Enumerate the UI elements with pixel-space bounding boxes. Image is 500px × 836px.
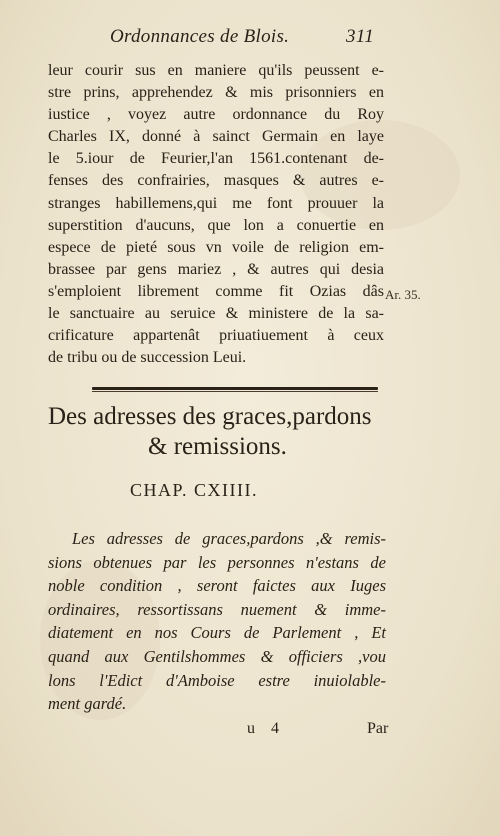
body-line: brassee par gens mariez , & autres qui desia xyxy=(48,260,384,278)
body-line: superstition d'aucuns, que lon a conuertie en xyxy=(48,216,384,234)
article-line: quand aux Gentilshommes & officiers ,vou xyxy=(48,646,386,666)
running-title: Ordonnances de Blois. xyxy=(110,26,290,47)
body-line: Charles IX, donné à sainct Germain en laye xyxy=(48,128,384,146)
body-line: crificature appartenât priuatiuement à ceux xyxy=(48,327,384,345)
body-line: leur courir sus en maniere qu'ils peussent e- xyxy=(48,62,384,79)
body-line: iustice , voyez autre ordonnance du Roy xyxy=(48,106,384,124)
margin-note: Ar. 35. xyxy=(385,287,421,302)
catchword: Par xyxy=(367,720,389,737)
body-paragraph xyxy=(48,60,384,369)
article-line: noble condition , seront faictes aux Iuges xyxy=(48,576,386,596)
body-line: le sanctuaire au seruice & ministere de la sa- xyxy=(48,305,384,323)
article-line: ment gardé. xyxy=(48,694,127,714)
section-title-line: Des adresses des graces,pardons xyxy=(48,403,372,430)
signature-mark: u 4 xyxy=(247,720,285,737)
page-number: 311 xyxy=(346,26,374,47)
article-line: Les adresses de graces,pardons ,& remis- xyxy=(72,529,386,548)
body-line: fenses des confrairies, masques & autres e- xyxy=(48,172,384,190)
section-title xyxy=(48,402,388,462)
article-line: diatement en nos Cours de Parlement , Et xyxy=(48,623,386,643)
section-title-line: & remissions. xyxy=(148,433,287,460)
body-line: le 5.iour de Feurier,l'an 1561.contenant de- xyxy=(48,150,384,168)
body-line: de tribu ou de succession Leui. xyxy=(48,349,247,367)
page-footer xyxy=(0,720,500,744)
article-line: ordinaires, ressortissans nuement & imme- xyxy=(48,599,386,619)
article-paragraph xyxy=(48,527,386,716)
body-line: espece de pieté sous vn voile de religion em- xyxy=(48,238,384,256)
running-header xyxy=(100,26,390,50)
section-divider xyxy=(92,387,378,390)
body-line: stranges habillemens,qui me font prouuer la xyxy=(48,194,384,212)
article-line: sions obtenues par les personnes n'estans de xyxy=(48,552,386,572)
body-line: s'emploient librement comme fit Ozias dâs xyxy=(48,282,384,300)
article-line: lons l'Edict d'Amboise estre inuiolable- xyxy=(48,670,386,690)
chapter-heading: CHAP. CXIIII. xyxy=(130,480,259,500)
body-line: stre prins, apprehendez & mis prisonniers en xyxy=(48,84,384,102)
